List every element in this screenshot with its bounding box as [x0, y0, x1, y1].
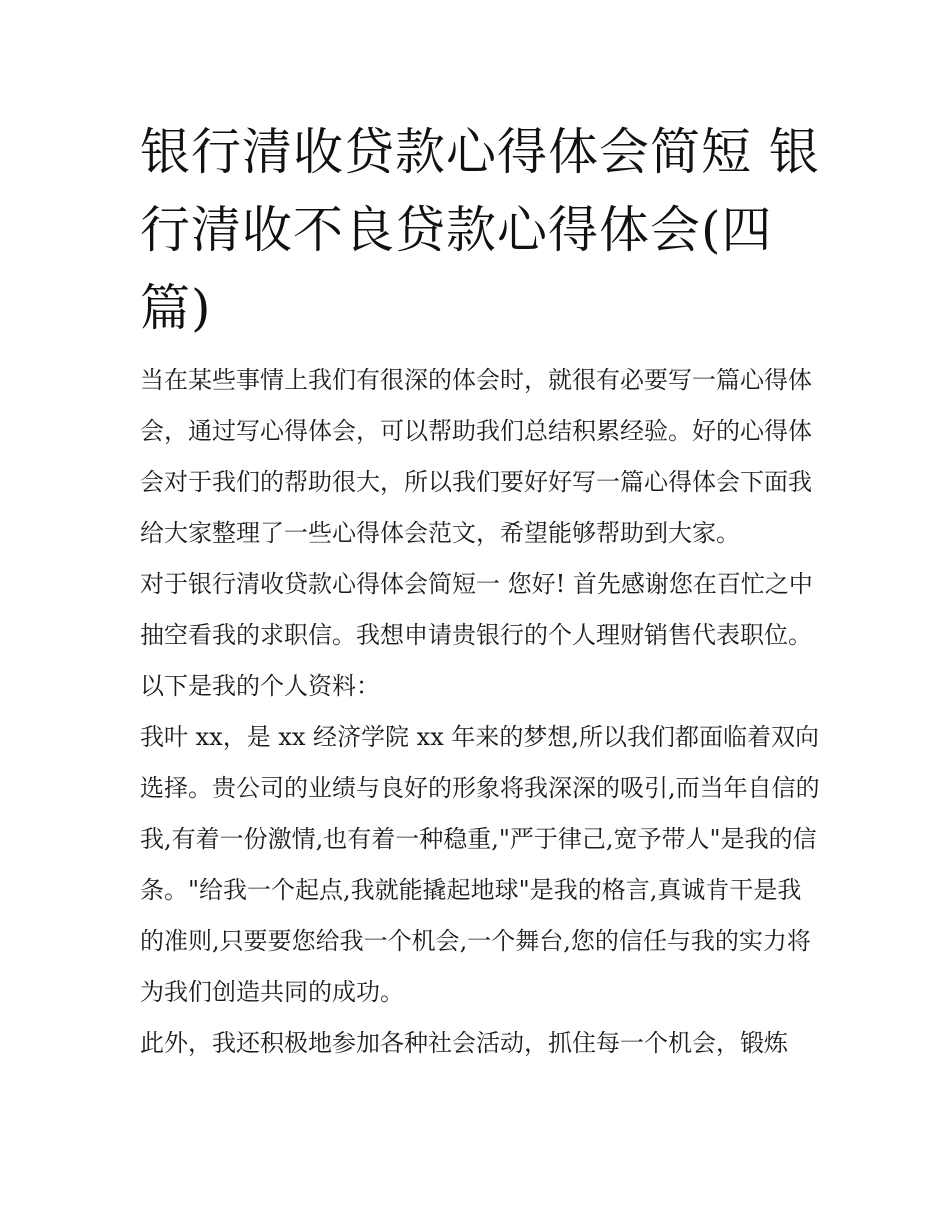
document-body [140, 355, 820, 1069]
paragraph-activities: 此外，我还积极地参加各种社会活动，抓住每一个机会，锻炼 [140, 1029, 788, 1057]
paragraph-intro: 当在某些事情上我们有很深的体会时，就很有必要写一篇心得体会，通过写心得体会，可以帮助我们总结积累经验。好的心得体会对于我们的帮助很大，所以我们要好好写一篇心得体会下面我给大家整理了一些心得体会范文，希望能够帮助到大家。 [140, 366, 812, 547]
document-title: 银行清收贷款心得体会简短 银行清收不良贷款心得体会(四篇) [140, 123, 820, 337]
paragraph-self-introduction: 我叶 xx，是 xx 经济学院 xx 年来的梦想,所以我们都面临着双向选择。贵公司的业绩与良好的形象将我深深的吸引,而当年自信的我,有着一份激情,也有着一种稳重,"严于律己,宽予带人"是我的信条。"给我一个起点,我就能撬起地球"是我的格言,真诚肯干是我的准则,只要要您给我一个机会,一个舞台,您的信任与我的实力将为我们创造共同的成功。 [140, 723, 820, 1006]
paragraph-greeting: 对于银行清收贷款心得体会简短一 您好! 首先感谢您在百忙之中抽空看我的求职信。我想申请贵银行的个人理财销售代表职位。以下是我的个人资料： [140, 570, 813, 700]
